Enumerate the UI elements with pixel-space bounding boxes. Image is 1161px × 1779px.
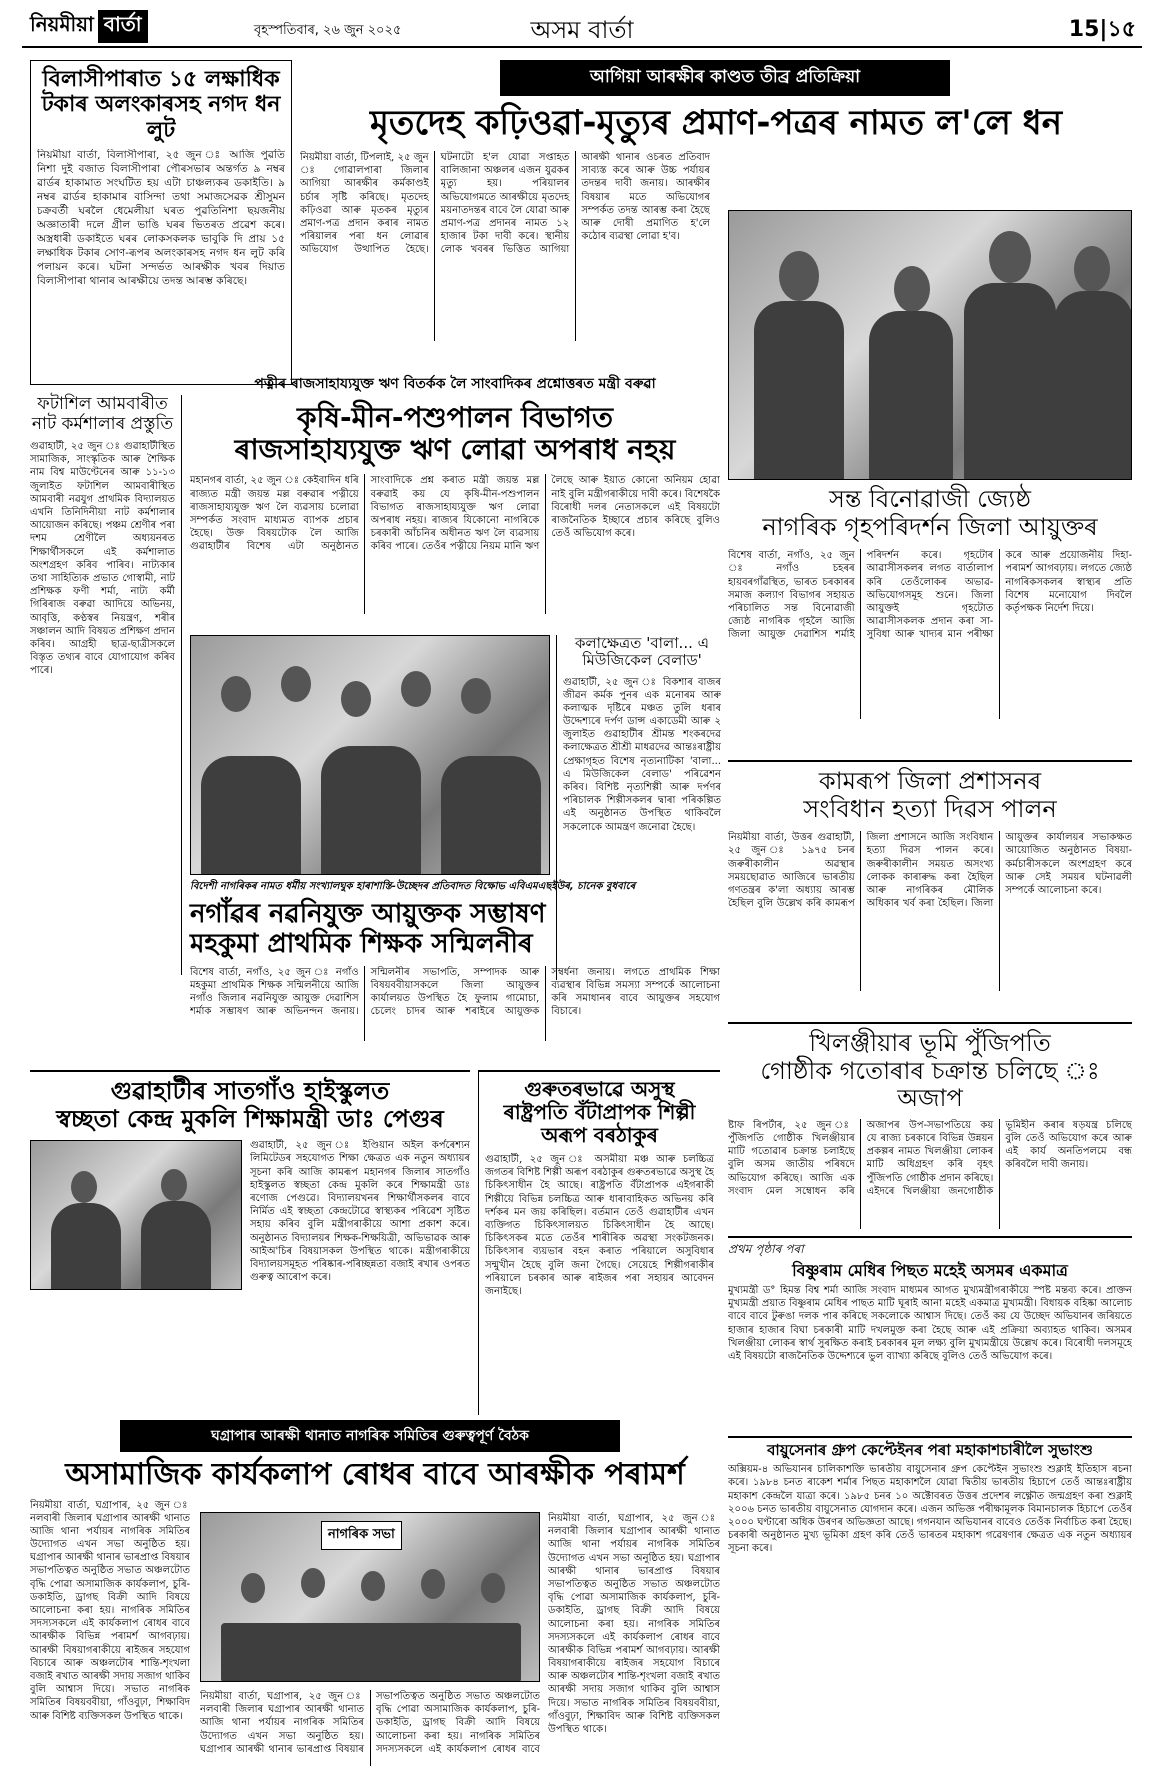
story-headline-line-1: গুৱাহাটীৰ সাতগাঁও হাইস্কুলত <box>110 1077 390 1105</box>
story-headline-line-2: সংবিধান হত্যা দিৱস পালন <box>803 794 1057 823</box>
story-body: গুৱাহাটী, ২৫ জুন ঃ বিকশাৰ বাজৰ জীৱন কৰ্মক পুনৰ এক মনোৰম আৰু কলাত্মক দৃষ্টিৰে মঞ্চত তুলি ধৰাৰ উদ্দেশ্যৰে দৰ্পণ ডান্স একাডেমী আৰু ২ জুলাইত গুৱাহাটীৰ শ্ৰীমন্ত শংকৰদেৱ কলাক্ষেত্ৰত শ্ৰীশ্ৰী মাধৱদেৱ আন্তঃৰাষ্ট্ৰীয় প্ৰেক্ষাগৃহত বিশেষ নৃত্যনাটিকা 'বালা... এ মিউজিকেল বেলাড' পৰিৱেশন কৰিব। বিশিষ্ট নৃত্যশিল্পী আৰু দৰ্পণৰ পৰিচালক শিল্পীসকলৰ দ্বাৰা পৰিকল্পিত এই অনুষ্ঠানত উপস্থিত থাকিবলৈ সকলোকে আমন্ত্ৰণ জনোৱা হৈছে। <box>563 676 721 833</box>
story-body: গুৱাহাটী, ২৫ জুন ঃ ইণ্ডিয়ান অইল কৰ্পৰেশ্যন লিমিটেডৰ সহযোগত শিক্ষা ক্ষেত্ৰত এক নতুন অধ্যায়ৰ সূচনা কৰি আজি কামৰূপ মহানগৰ জিলাৰ সাতগাঁও হাইস্কুলত স্বচ্ছতা কেন্দ্ৰ মুকলি কৰে শিক্ষামন্ত্ৰী ডাঃ ৰণোজ পেগুৱে। বিদ্যালয়খনৰ শিক্ষাৰ্থীসকলৰ বাবে নিৰ্মিত এই স্বচ্ছতা কেন্দ্ৰটোৱে স্বাস্থ্যকৰ পৰিৱেশ সৃষ্টিত সহায় কৰিব বুলি মন্ত্ৰীগৰাকীয়ে আশা প্ৰকাশ কৰে। অনুষ্ঠানত বিদ্যালয়ৰ শিক্ষক-শিক্ষয়িত্ৰী, অভিভাৱক আৰু আইঅ'চিৰ বিষয়াসকল উপস্থিত থাকে। মন্ত্ৰীগৰাকীয়ে বিদ্যালয়সমূহত পৰিষ্কাৰ-পৰিচ্ছন্নতা বজাই ৰখাৰ ওপৰত গুৰুত্ব আৰোপ কৰে। <box>250 1140 470 1284</box>
story-headline: বায়ুসেনাৰ গ্ৰুপ কেপ্টেইনৰ পৰা মহাকাশচাৰীলৈ সুভাংশু <box>767 1441 1093 1459</box>
story-naogaon-teachers <box>190 900 720 1060</box>
story-headline-line-1: খিলঞ্জীয়াৰ ভূমি পুঁজিপতি <box>809 1029 1051 1057</box>
issue-date: বৃহস্পতিবাৰ, ২৬ জুন ২০২৫ <box>254 23 402 38</box>
story-headline: বিলাসীপাৰাত ১৫ লক্ষাধিক টকাৰ অলংকাৰসহ নগদ ধন লুট <box>41 67 281 143</box>
continued-label: প্ৰথম পৃষ্ঠাৰ পৰা <box>728 1242 804 1256</box>
story-headline-line-1: সন্ত বিনোৱাজী জ্যেষ্ঠ <box>829 485 1031 513</box>
story-headline-line-2: গোষ্ঠীক গতোৰাৰ চক্ৰান্ত চলিছে ঃ অজাপ <box>760 1056 1100 1113</box>
story-headline-line-1: কৃষি-মীন-পশুপালন বিভাগত <box>296 401 614 434</box>
story-headline-line-1: নগাঁৱৰ নৱনিযুক্ত আয়ুক্তক সম্ভাষণ <box>190 899 546 929</box>
story-arup-borthakur <box>478 1070 720 1415</box>
meeting-banner: নাগৰিক সভা <box>321 1521 402 1550</box>
story-headline: অসামাজিক কাৰ্যকলাপ ৰোধৰ বাবে আৰক্ষীক পৰামৰ্শ <box>65 1457 685 1492</box>
story-fatashil <box>30 395 182 975</box>
masthead <box>22 8 1142 48</box>
photo-officials-visit <box>728 210 1132 480</box>
story-body: ষ্টাফ ৰিপৰ্টাৰ, ২৫ জুন ঃ পুঁজিপতি গোষ্ঠীক খিলঞ্জীয়াৰ মাটি গতোৱাৰ চক্ৰান্ত চলাইছে বুলি অসম জাতীয় পৰিষদে অভিযোগ কৰিছে। আজি এক সংবাদ মেল সম্বোধন কৰি অজাপৰ উপ-সভাপতিয়ে কয় যে ৰাজ্য চৰকাৰে বিভিন্ন উন্নয়ন প্ৰকল্পৰ নামত খিলঞ্জীয়া লোকৰ মাটি অধিগ্ৰহণ কৰি বৃহৎ পুঁজিপতি গোষ্ঠীক প্ৰদান কৰিছে। এইদৰে খিলঞ্জীয়া জনগোষ্ঠীক ভূমিহীন কৰাৰ ষড়যন্ত্ৰ চলিছে বুলি তেওঁ অভিযোগ কৰে আৰু এই কাৰ্য অনতিপলমে বন্ধ কৰিবলৈ দাবী জনায়। <box>728 1119 1132 1197</box>
page-number: 15|১৫ <box>1068 17 1136 42</box>
story-body: মুখ্যমন্ত্ৰী ড° হিমন্ত বিশ্ব শৰ্মা আজি সংবাদ মাধ্যমৰ আগত মুখ্যমন্ত্ৰীগৰাকীয়ে স্পষ্ট মন্তব্য কৰে। প্ৰাক্তন মুখ্যমন্ত্ৰী প্ৰয়াত বিষ্ণুৰাম মেধিৰ পাছত মাটি ঘূৰাই আনা মহেই একমাত্ৰ মুখ্যমন্ত্ৰী। বিধায়ক বহিষ্কা আলোচ বাবে বাবে টুৰুঙা দলক পাৰ কৰিছে সকলোকে আশ্বাস দিছে। তেওঁ কয় যে উচ্ছেদ অভিযানৰ জৰিয়তে হাজাৰ হাজাৰ বিঘা চৰকাৰী মাটি দখলমুক্ত কৰা হৈছে আৰু এই প্ৰক্ৰিয়া অব্যাহত থাকিব। অসমৰ খিলঞ্জীয়া লোকৰ স্বাৰ্থ সুৰক্ষিত কৰাই চৰকাৰৰ মূল লক্ষ্য বুলি মুখ্যমন্ত্ৰীয়ে উল্লেখ কৰে। বিৰোধী দলসমূহে এই বিষয়টো ৰাজনৈতিক উদ্দেশ্যৰে ভুল ব্যাখ্যা কৰিছে বুলিও তেওঁ অভিযোগ কৰে। <box>728 1284 1132 1362</box>
story-bilasipara <box>30 60 292 385</box>
photo-caption-protest: বিদেশী নাগৰিকৰ নামত ধৰ্মীয় সংখ্যালঘুক হাৰাশাস্তি-উচ্ছেদৰ প্ৰতিবাদত বিক্ষোভ এবিএমএছইউৰ, চানেক বুধবাৰে <box>190 881 636 892</box>
story-headline: কলাক্ষেত্ৰত 'বালা... এ মিউজিকেল বেলাড' <box>574 634 710 670</box>
photo-citizen-meeting <box>200 1512 540 1682</box>
story-headline-line-2: ৰাষ্ট্ৰপতি বঁটাপ্ৰাপক শিল্পী <box>503 1100 696 1124</box>
story-headline-line-2: ৰাজসাহায্যযুক্ত ঋণ লোৱা অপৰাধ নহয় <box>234 433 676 467</box>
story-kicker: আগিয়া আৰক্ষীৰ কাণ্ডত তীব্ৰ প্ৰতিক্ৰিয়া <box>500 60 950 96</box>
story-body: মহানগৰ বাৰ্তা, ২৫ জুন ঃ কেইবাদিন ধৰি ৰাজ্যত মন্ত্ৰী জয়ন্ত মল্ল বৰুৱাৰ পত্নীয়ে ৰাজসাহায্যযুক্ত ঋণ লৈ ব্যৱসায় চলোৱা সম্পৰ্কত সংবাদ মাধ্যমত ব্যাপক প্ৰচাৰ হৈছে। উক্ত বিষয়টোক লৈ আজি গুৱাহাটীৰ বিশেষ এটা অনুষ্ঠানত সাংবাদিকে প্ৰশ্ন কৰাত মন্ত্ৰী জয়ন্ত মল্ল বৰুৱাই কয় যে কৃষি-মীন-পশুপালন বিভাগত ৰাজসাহায্যযুক্ত ঋণ লোৱা অপৰাধ নহয়। ৰাজ্যৰ যিকোনো নাগৰিকে চৰকাৰী আঁচনিৰ অধীনত ঋণ লৈ ব্যৱসায় কৰিব পাৰে। তেওঁৰ পত্নীয়ে নিয়ম মানি ঋণ লৈছে আৰু ইয়াত কোনো অনিয়ম হোৱা নাই বুলি মন্ত্ৰীগৰাকীয়ে দাবী কৰে। বিশেষকৈ বিৰোধী দলৰ নেতাসকলে এই বিষয়টো ৰাজনৈতিক ইচ্ছাৰে প্ৰচাৰ কৰিছে বুলিও তেওঁ অভিযোগ কৰে। <box>190 475 720 553</box>
story-body: নিয়মীয়া বাৰ্তা, বিলাসীপাৰা, ২৫ জুন ঃ আজি পুৱতি নিশা দুই বজাত বিলাসীপাৰা পৌৰসভাৰ অন্তৰ্গত ৯ নম্বৰ ৱাৰ্ডৰ হাকামাত সংঘটিত হয় এটা চাঞ্চল্যকৰ ডকাইতি। ৯ নম্বৰ ৱাৰ্ডৰ হাকামাৰ বাসিন্দা তথা সমাজসেৱক শ্ৰীসুমন চক্ৰবৰ্তী ঘৰলৈ ধেমেলীয়া ঘৰত পুৱতিনিশা ছয়জনীয় অজ্ঞাতাৰী দলে গ্ৰীল ভাঙি ঘৰৰ ভিতৰত প্ৰৱেশ কৰে। অস্ত্ৰধাৰী ডকাইতে ঘৰৰ লোকসকলক ভাবুকি দি প্ৰায় ১৫ লক্ষাধিক টকাৰ সোণ-ৰূপৰ অলংকাৰসহ নগদ ধন লুট কৰি পলায়ন কৰে। ঘটনা সন্দৰ্ভত আৰক্ষীক খবৰ দিয়াত বিলাসীপাৰা থানাৰ আৰক্ষীয়ে তদন্ত আৰম্ভ কৰিছে। <box>37 148 285 287</box>
story-headline-line-2: নাগৰিক গৃহপৰিদৰ্শন জিলা আয়ুক্তৰ <box>762 512 1098 541</box>
story-headline-line-1: গুৰুতৰভাৱে অসুস্থ <box>524 1077 675 1101</box>
section-title: অসম বাৰ্তা <box>530 16 634 44</box>
story-body: বিশেষ বাৰ্তা, নগাঁও, ২৫ জুন ঃ নগাঁও চহৰৰ হায়বৰগাঁৱস্থিত, ভাৰত চৰকাৰৰ সমাজ কল্যাণ বিভাগৰ সহায়ত পৰিচালিত সন্ত বিনোৱাজী জ্যেষ্ঠ নাগৰিক গৃহলৈ আজি জিলা আয়ুক্ত দেৱাশিস শৰ্মাই পৰিদৰ্শন কৰে। গৃহটোৰ আৱাসীসকলৰ লগত বাৰ্তালাপ কৰি তেওঁলোকৰ অভাৱ-অভিযোগসমূহ শুনে। জিলা আয়ুক্তই গৃহটোত আৱাসীসকলক প্ৰদান কৰা সা-সুবিধা আৰু খাদ্যৰ মান পৰীক্ষা কৰে আৰু প্ৰয়োজনীয় দিহা-পৰামৰ্শ আগবঢ়ায়। লগতে জ্যেষ্ঠ নাগৰিকসকলৰ স্বাস্থ্যৰ প্ৰতি বিশেষ মনোযোগ দিবলৈ কৰ্তৃপক্ষক নিৰ্দেশ দিয়ে। <box>728 550 1132 641</box>
story-headline-line-2: স্বচ্ছতা কেন্দ্ৰ মুকলি শিক্ষামন্ত্ৰী ডাঃ পেগুৰ <box>56 1104 444 1133</box>
photo-school-inauguration <box>30 1140 242 1290</box>
logo-left-text: নিয়মীয়া <box>30 11 94 36</box>
story-body: নিয়মীয়া বাৰ্তা, ঘগ্ৰাপাৰ, ২৫ জুন ঃ নলবাৰী জিলাৰ ঘগ্ৰাপাৰ আৰক্ষী থানাত আজি থানা পৰ্যায়ৰ নাগৰিক সমিতিৰ উদ্যোগত এখন সভা অনুষ্ঠিত হয়। ঘগ্ৰাপাৰ আৰক্ষী থানাৰ ভাৰপ্ৰাপ্ত বিষয়াৰ সভাপতিত্বত অনুষ্ঠিত সভাত অঞ্চলটোত বৃদ্ধি পোৱা অসামাজিক কাৰ্যকলাপ, চুৰি-ডকাইতি, ড্ৰাগছ বিক্ৰী আদি বিষয়ে আলোচনা কৰা হয়। নাগৰিক সমিতিৰ সদস্যসকলে এই কাৰ্যকলাপ ৰোধৰ বাবে আৰক্ষীক বিভিন্ন পৰামৰ্শ আগবঢ়ায়। আৰক্ষী বিষয়াগৰাকীয়ে ৰাইজৰ সহযোগ বিচাৰে আৰু অঞ্চলটোৰ শান্তি-শৃংখলা বজাই ৰখাত আৰক্ষী সদায় সজাগ থাকিব বুলি আশ্বাস দিয়ে। সভাত নাগৰিক সমিতিৰ বিষয়ববীয়া, গাঁওবুঢ়া, শিক্ষাবিদ আৰু বিশিষ্ট ব্যক্তিসকল উপস্থিত থাকে। <box>30 1499 190 1722</box>
story-headline-line-3: অৰূপ বৰঠাকুৰ <box>541 1123 658 1147</box>
story-body: নিয়মীয়া বাৰ্তা, টিপলাই, ২৫ জুন ঃ গোৱালপাৰা জিলাৰ আগিয়া আৰক্ষীৰ কৰ্মকাণ্ডই চৰ্চাৰ সৃষ্টি কৰিছে। মৃতদেহ কঢ়িওৱা আৰু মৃতকৰ মৃত্যুৰ প্ৰমাণ-পত্ৰ প্ৰদান কৰাৰ নামত পৰিয়ালৰ পৰা ধন লোৱাৰ অভিযোগ উত্থাপিত হৈছে। ঘটনাটো হ'ল যোৱা সপ্তাহত বালিজানা অঞ্চলৰ এজন যুৱকৰ মৃত্যু হয়। পৰিয়ালৰ অভিযোগমতে আৰক্ষীয়ে মৃতদেহ ময়নাতদন্তৰ বাবে লৈ যোৱা আৰু প্ৰমাণ-পত্ৰ প্ৰদানৰ নামত ১২ হাজাৰ টকা দাবী কৰে। স্থানীয় লোক খবৰৰ ভিত্তিত আগিয়া আৰক্ষী থানাৰ ওচৰত প্ৰতিবাদ সাব্যস্ত কৰে আৰু উচ্চ পৰ্যায়ৰ তদন্তৰ দাবী জনায়। আৰক্ষীৰ বিষয়াৰ মতে অভিযোগৰ সম্পৰ্কত তদন্ত আৰম্ভ কৰা হৈছে আৰু দোষী প্ৰমাণিত হ'লে কঠোৰ ব্যৱস্থা লোৱা হ'ব। <box>300 152 710 256</box>
story-kicker: পত্নীৰ ৰাজসাহায্যযুক্ত ঋণ বিতৰ্কক লৈ সাংবাদিকৰ প্ৰশ্নোত্তৰত মন্ত্ৰী বৰুৱা <box>254 376 656 392</box>
logo-right-text: বাৰ্তা <box>98 10 148 43</box>
story-body: বিশেষ বাৰ্তা, নগাঁও, ২৫ জুন ঃ নগাঁও মহকুমা প্ৰাথমিক শিক্ষক সন্মিলনীয়ে আজি নগাঁও জিলাৰ নৱনিযুক্ত আয়ুক্ত দেৱাশিস শৰ্মাক সম্ভাষণ আৰু অভিনন্দন জনায়। সন্মিলনীৰ সভাপতি, সম্পাদক আৰু বিষয়ববীয়াসকলে জিলা আয়ুক্তৰ কাৰ্যালয়ত উপস্থিত হৈ ফুলাম গামোচা, চেলেং চাদৰ আৰু শৰাইৰে আয়ুক্তক সম্বৰ্ধনা জনায়। লগতে প্ৰাথমিক শিক্ষা ব্যৱস্থাৰ বিভিন্ন সমস্যা সম্পৰ্কে আলোচনা কৰি সমাধানৰ বাবে আয়ুক্তৰ সহযোগ বিচাৰে। <box>190 966 720 1018</box>
story-body: অক্সিয়ম-৪ অভিযানৰ চালিকাশক্তি ভাৰতীয় বায়ুসেনাৰ গ্ৰুপ কেপ্টেইন সুভাংশু শুক্লাই ইতিহাস ৰচনা কৰে। ১৯৮৪ চনত ৰাকেশ শৰ্মাৰ পিছত মহাকাশলৈ যোৱা দ্বিতীয় ভাৰতীয় হিচাপে তেওঁ আন্তঃৰাষ্ট্ৰীয় মহাকাশ কেন্দ্ৰলৈ যাত্ৰা কৰে। ১৯৮৫ চনৰ ১০ অক্টোবৰত উত্তৰ প্ৰদেশৰ লক্ষ্ণৌত জন্মগ্ৰহণ কৰা শুক্লাই ২০০৬ চনত ভাৰতীয় বায়ুসেনাত যোগদান কৰে। এজন অভিজ্ঞ পৰীক্ষামূলক বিমানচালক হিচাপে তেওঁৰ ২০০০ ঘণ্টাৰো অধিক উৰণৰ অভিজ্ঞতা আছে। গগনযান অভিযানৰ বাবেও তেওঁক নিৰ্বাচিত কৰা হৈছে। চৰকাৰী অনুষ্ঠানত মুখ্য ভূমিকা গ্ৰহণ কৰি তেওঁ ভাৰতৰ মহাকাশ গৱেষণাৰ ক্ষেত্ৰত এক নতুন অধ্যায়ৰ সূচনা কৰে। <box>728 1464 1132 1555</box>
story-kamrup <box>728 760 1132 1018</box>
story-shubhanshu <box>728 1436 1132 1766</box>
story-body-lower: নিয়মীয়া বাৰ্তা, ঘগ্ৰাপাৰ, ২৫ জুন ঃ নলবাৰী জিলাৰ ঘগ্ৰাপাৰ আৰক্ষী থানাত আজি থানা পৰ্যায়ৰ নাগৰিক সমিতিৰ উদ্যোগত এখন সভা অনুষ্ঠিত হয়। ঘগ্ৰাপাৰ আৰক্ষী থানাৰ ভাৰপ্ৰাপ্ত বিষয়াৰ সভাপতিত্বত অনুষ্ঠিত সভাত অঞ্চলটোত বৃদ্ধি পোৱা অসামাজিক কাৰ্যকলাপ, চুৰি-ডকাইতি, ড্ৰাগছ বিক্ৰী আদি বিষয়ে আলোচনা কৰা হয়। নাগৰিক সমিতিৰ সদস্যসকলে এই কাৰ্যকলাপ ৰোধৰ বাবে <box>200 1691 540 1755</box>
story-body-continued: নিয়মীয়া বাৰ্তা, ঘগ্ৰাপাৰ, ২৫ জুন ঃ নলবাৰী জিলাৰ ঘগ্ৰাপাৰ আৰক্ষী থানাত আজি থানা পৰ্যায়ৰ নাগৰিক সমিতিৰ উদ্যোগত এখন সভা অনুষ্ঠিত হয়। ঘগ্ৰাপাৰ আৰক্ষী থানাৰ ভাৰপ্ৰাপ্ত বিষয়াৰ সভাপতিত্বত অনুষ্ঠিত সভাত অঞ্চলটোত বৃদ্ধি পোৱা অসামাজিক কাৰ্যকলাপ, চুৰি-ডকাইতি, ড্ৰাগছ বিক্ৰী আদি বিষয়ে আলোচনা কৰা হয়। নাগৰিক সমিতিৰ সদস্যসকলে এই কাৰ্যকলাপ ৰোধৰ বাবে আৰক্ষীক বিভিন্ন পৰামৰ্শ আগবঢ়ায়। আৰক্ষী বিষয়াগৰাকীয়ে ৰাইজৰ সহযোগ বিচাৰে আৰু অঞ্চলটোৰ শান্তি-শৃংখলা বজাই ৰখাত আৰক্ষী সদায় সজাগ থাকিব বুলি আশ্বাস দিয়ে। সভাত নাগৰিক সমিতিৰ বিষয়ববীয়া, গাঁওবুঢ়া, শিক্ষাবিদ আৰু বিশিষ্ট ব্যক্তিসকল উপস্থিত থাকে। <box>548 1513 720 1735</box>
story-headline-line-1: কামৰূপ জিলা প্ৰশাসনৰ <box>818 767 1042 795</box>
story-body: নিয়মীয়া বাৰ্তা, উত্তৰ গুৱাহাটী, ২৫ জুন ঃ ১৯৭৫ চনৰ জৰুৰীকালীন অৱস্থাৰ সময়ছোৱাত আজিৰে ভাৰতীয় গণতন্ত্ৰৰ ক'লা অধ্যায় আৰম্ভ হৈছিল বুলি উল্লেখ কৰি কামৰূপ জিলা প্ৰশাসনে আজি সংবিধান হত্যা দিৱস পালন কৰে। জৰুৰীকালীন সময়ত অসংখ্য লোকক কাৰাৰুদ্ধ কৰা হৈছিল আৰু নাগৰিকৰ মৌলিক অধিকাৰ খৰ্ব কৰা হৈছিল। জিলা আয়ুক্তৰ কাৰ্যালয়ৰ সভাকক্ষত আয়োজিত অনুষ্ঠানত বিষয়া-কৰ্মচাৰীসকলে অংশগ্ৰহণ কৰে আৰু সেই সময়ৰ ঘটনাৱলী সম্পৰ্কে আলোচনা কৰে। <box>728 832 1132 910</box>
story-chief-minister <box>728 1236 1132 1431</box>
story-khilonjia <box>728 1022 1132 1232</box>
story-headline: ফটাশিল আমবাৰীত নাট কৰ্মশালাৰ প্ৰস্তুতি <box>31 394 174 434</box>
story-body: গুৱাহাটী, ২৫ জুন ঃ অসমীয়া মঞ্চ আৰু চলচ্চিত্ৰ জগতৰ বিশিষ্ট শিল্পী অৰূপ বৰঠাকুৰ গুৰুতৰভাৱে অসুস্থ হৈ চিকিৎসাধীন হৈ আছে। ৰাষ্ট্ৰপতি বঁটাপ্ৰাপক এইগৰাকী শিল্পীয়ে বিভিন্ন চলচ্চিত্ৰ আৰু ধাৰাবাহিকত অভিনয় কৰি দৰ্শকৰ মন জয় কৰিছিল। বৰ্তমান তেওঁ গুৱাহাটীৰ এখন ব্যক্তিগত চিকিৎসালয়ত চিকিৎসাধীন হৈ আছে। চিকিৎসকৰ মতে তেওঁৰ শাৰীৰিক অৱস্থা সংকটজনক। চিকিৎসাৰ ব্যয়ভাৰ বহন কৰাত পৰিয়ালে অসুবিধাৰ সন্মুখীন হৈছে বুলি জনা গৈছে। সেয়েহে শিল্পীগৰাকীৰ পৰিয়ালে চৰকাৰ আৰু ৰাইজৰ পৰা সহায়ৰ আবেদন জনাইছে। <box>485 1154 714 1297</box>
story-body: গুৱাহাটী, ২৫ জুন ঃ গুৱাহাটীস্থিত সামাজিক, সাংস্কৃতিক আৰু শৈক্ষিক নাম বিশ্ব মাউণ্টেনেৰ আৰু ১১-১৩ জুলাইত ফটাশিল আমবাৰীস্থিত আমবাৰী নৱযুগ প্ৰাথমিক বিদ্যালয়ত এখনি তিনিদিনীয়া নাট কৰ্মশালাৰ আয়োজন কৰিছে। পঞ্চম শ্ৰেণীৰ পৰা দশম শ্ৰেণীলৈ অধ্যয়নৰত শিক্ষাৰ্থীসকলে এই কৰ্মশালাত অংশগ্ৰহণ কৰিব পাৰিব। নাট্যকাৰ তথা সাহিত্যিক প্ৰভাত গোস্বামী, নাট প্ৰশিক্ষক ফণী শৰ্মা, নাট্য কৰ্মী গিৰিৰাজ বৰুৱা আদিয়ে অভিনয়, আবৃত্তি, কণ্ঠস্বৰ নিয়ন্ত্ৰণ, শৰীৰ সঞ্চালন আদি বিষয়ত প্ৰশিক্ষণ প্ৰদান কৰিব। আগ্ৰহী ছাত্ৰ-ছাত্ৰীসকলে বিস্তৃত তথ্যৰ বাবে যোগাযোগ কৰিব পাৰে। <box>30 441 175 677</box>
story-headline: বিষ্ণুৰাম মেধিৰ পিছত মহেই অসমৰ একমাত্ৰ <box>792 1260 1068 1280</box>
story-headline-line-2: মহকুমা প্ৰাথমিক শিক্ষক সন্মিলনীৰ <box>190 928 533 959</box>
photo-protest-rally <box>190 635 550 875</box>
story-kicker: ঘগ্ৰাপাৰ আৰক্ষী থানাত নাগৰিক সমিতিৰ গুৰুত্বপূৰ্ণ বৈঠক <box>120 1420 620 1452</box>
story-sant-vinobaji <box>728 486 1132 756</box>
story-headline: মৃতদেহ কঢ়িওৱা-মৃত্যুৰ প্ৰমাণ-পত্ৰৰ নামত ল'লে ধন <box>369 103 1063 143</box>
